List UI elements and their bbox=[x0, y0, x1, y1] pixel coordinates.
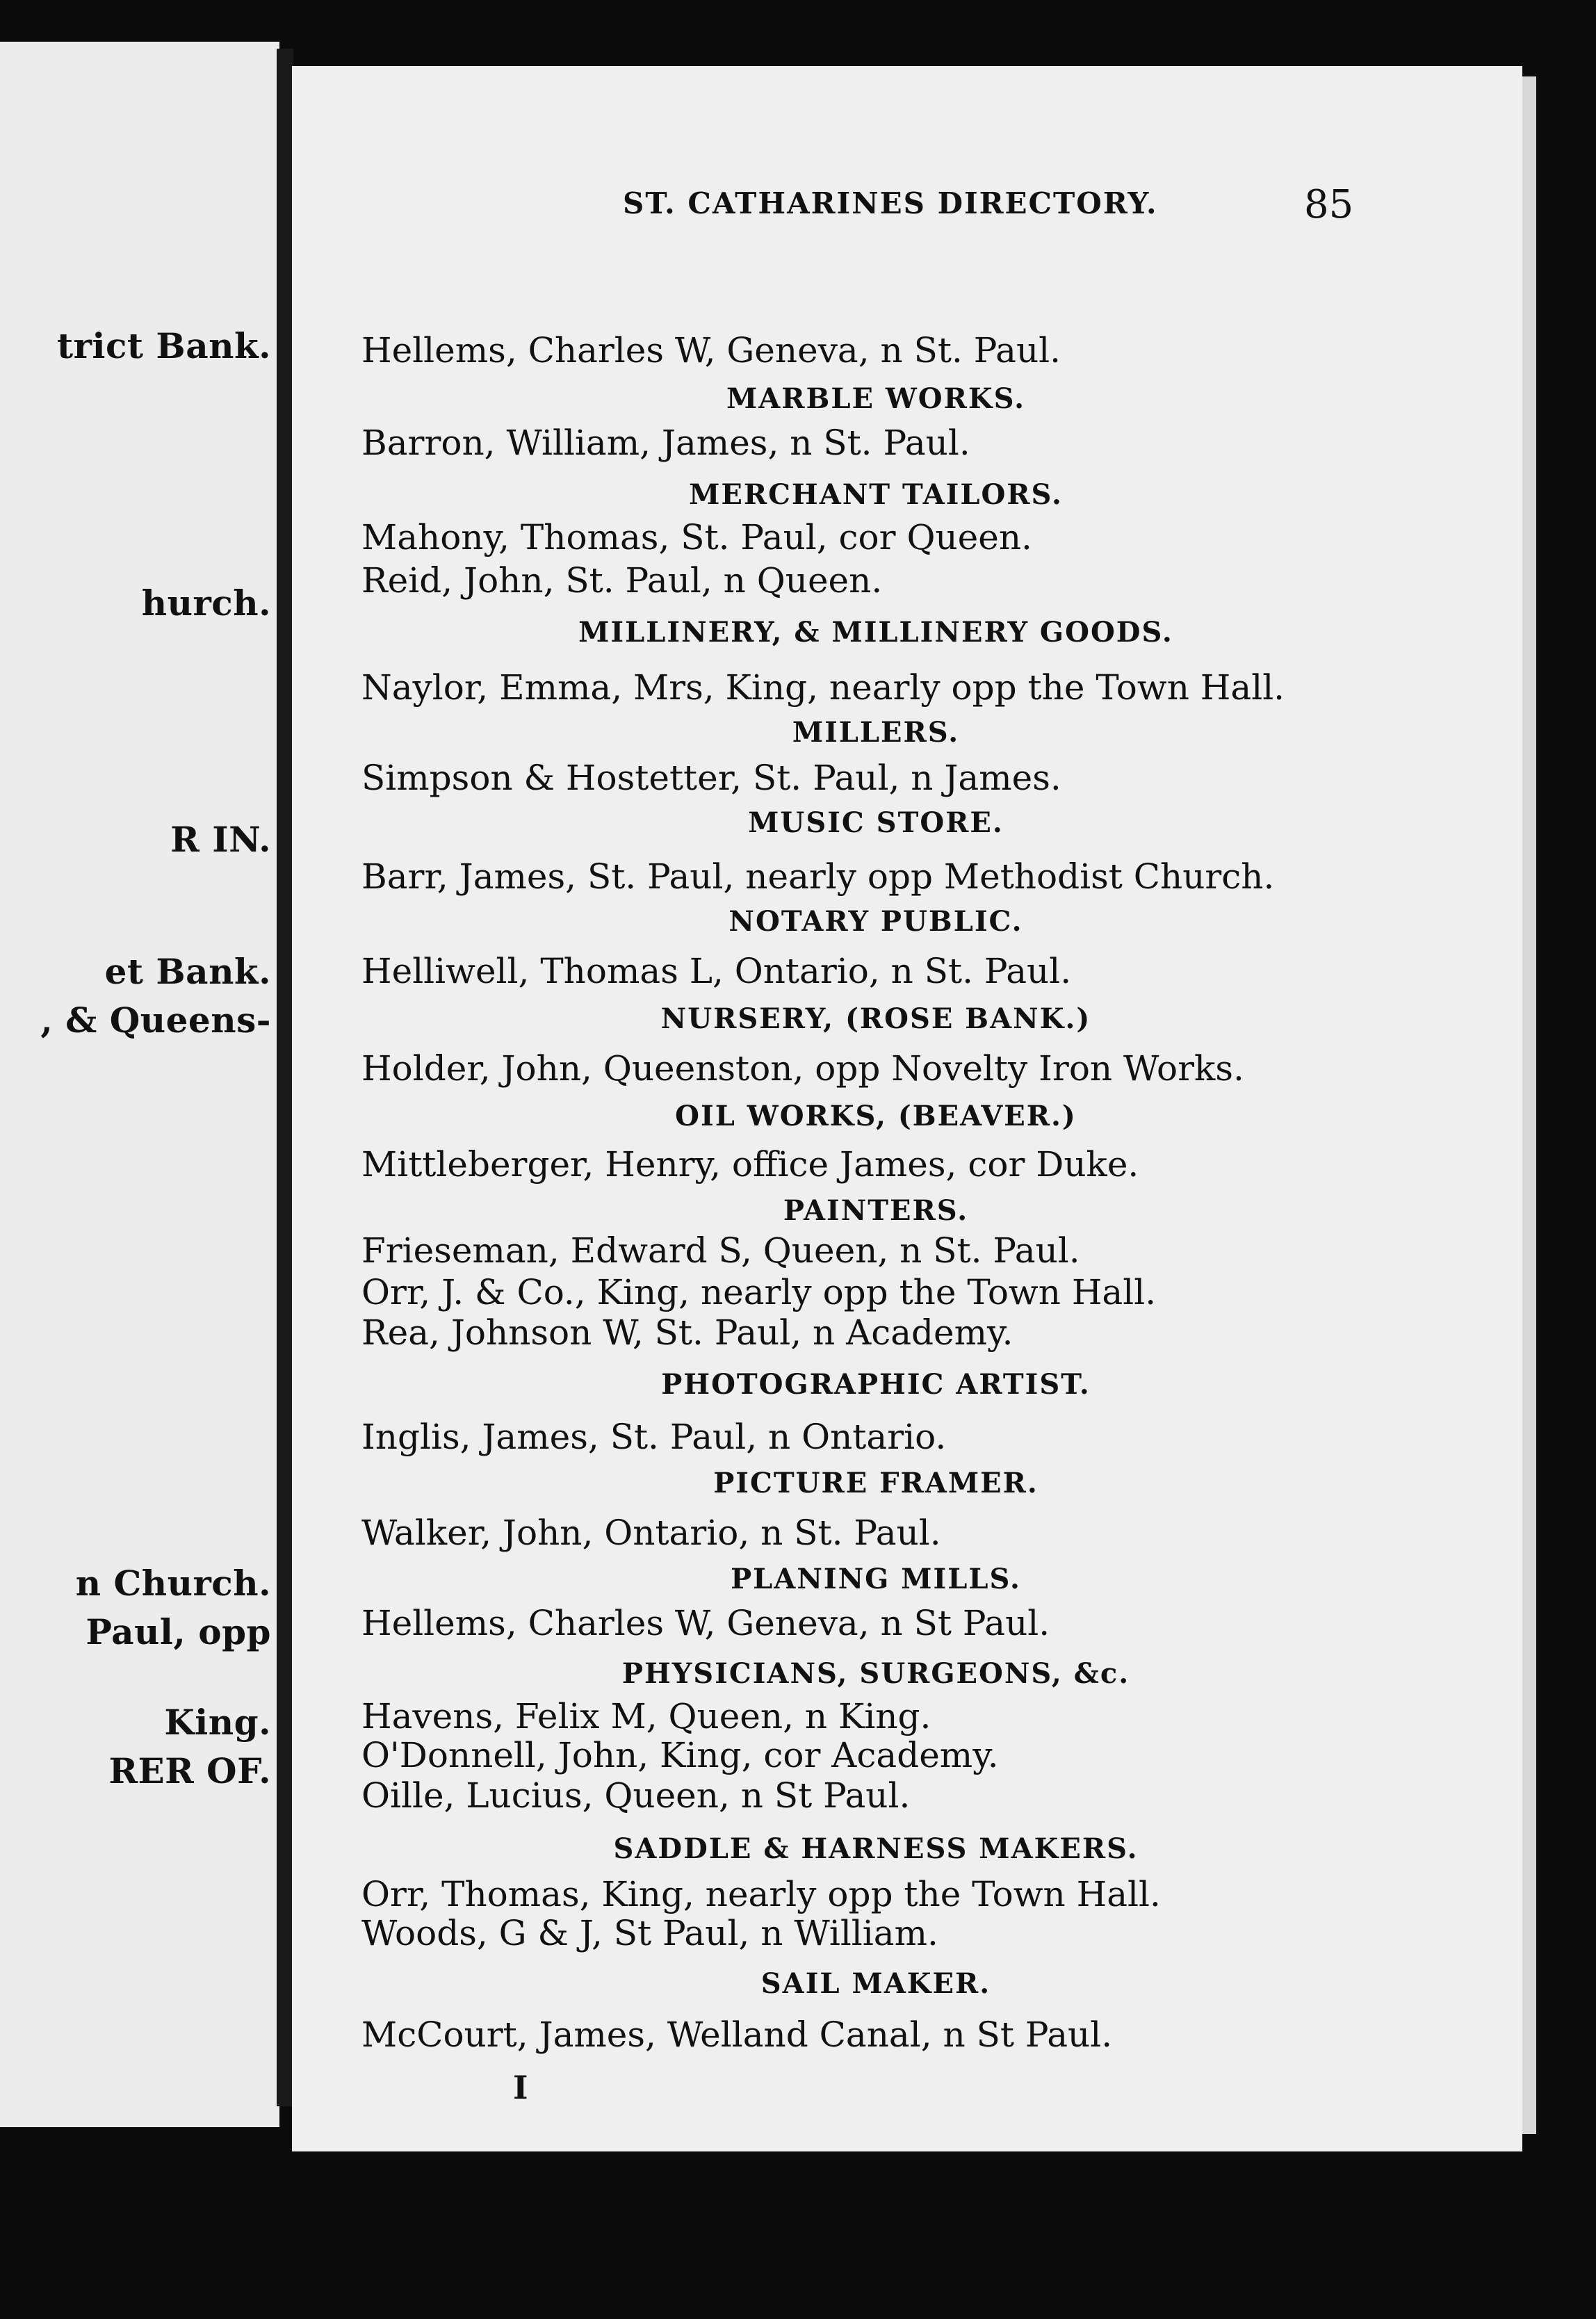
directory-entry: Mittleberger, Henry, office James, cor Duke. bbox=[361, 1144, 1139, 1185]
directory-entry: McCourt, James, Welland Canal, n St Paul. bbox=[361, 2015, 1113, 2055]
signature-mark: I bbox=[513, 2069, 528, 2106]
page-edge bbox=[1522, 76, 1536, 2134]
left-page-fragment: trict Bank. bbox=[57, 325, 271, 366]
section-heading: MARBLE WORKS. bbox=[726, 382, 1026, 415]
section-heading: MILLERS. bbox=[792, 716, 960, 749]
section-heading: PAINTERS. bbox=[783, 1194, 969, 1227]
book-gutter bbox=[277, 49, 293, 2106]
section-heading: SAIL MAKER. bbox=[760, 1967, 991, 2000]
directory-entry: Reid, John, St. Paul, n Queen. bbox=[361, 560, 883, 601]
left-page-fragment: , & Queens- bbox=[40, 1000, 271, 1041]
section-heading: MERCHANT TAILORS. bbox=[689, 478, 1063, 511]
directory-entry: Hellems, Charles W, Geneva, n St. Paul. bbox=[361, 330, 1061, 371]
left-page-fragment: King. bbox=[164, 1702, 271, 1743]
section-heading: SADDLE & HARNESS MAKERS. bbox=[613, 1832, 1139, 1865]
left-page-fragment: hurch. bbox=[141, 583, 271, 624]
directory-entry: Rea, Johnson W, St. Paul, n Academy. bbox=[361, 1312, 1013, 1353]
directory-entry: Walker, John, Ontario, n St. Paul. bbox=[361, 1513, 941, 1553]
section-heading: MUSIC STORE. bbox=[748, 806, 1004, 839]
directory-entry: Mahony, Thomas, St. Paul, cor Queen. bbox=[361, 517, 1032, 558]
directory-entry: Simpson & Hostetter, St. Paul, n James. bbox=[361, 758, 1061, 798]
directory-entry: Holder, John, Queenston, opp Novelty Iron Works. bbox=[361, 1048, 1244, 1089]
running-head bbox=[0, 182, 1596, 242]
section-heading: OIL WORKS, (BEAVER.) bbox=[675, 1100, 1077, 1132]
section-heading: PLANING MILLS. bbox=[731, 1563, 1021, 1595]
section-heading: NOTARY PUBLIC. bbox=[728, 905, 1023, 938]
section-heading: PHOTOGRAPHIC ARTIST. bbox=[661, 1368, 1091, 1401]
directory-entry: Hellems, Charles W, Geneva, n St Paul. bbox=[361, 1603, 1050, 1643]
section-heading: NURSERY, (ROSE BANK.) bbox=[660, 1002, 1091, 1035]
directory-entry: Orr, J. & Co., King, nearly opp the Town Hall. bbox=[361, 1272, 1157, 1312]
left-page bbox=[0, 42, 279, 2127]
directory-entry: Havens, Felix M, Queen, n King. bbox=[361, 1696, 931, 1736]
directory-entry: Helliwell, Thomas L, Ontario, n St. Paul. bbox=[361, 951, 1072, 991]
section-heading: PICTURE FRAMER. bbox=[713, 1467, 1039, 1499]
directory-entry: Barron, William, James, n St. Paul. bbox=[361, 423, 970, 463]
directory-entry: O'Donnell, John, King, cor Academy. bbox=[361, 1735, 999, 1775]
running-title: ST. CATHARINES DIRECTORY. bbox=[623, 186, 1158, 220]
section-heading: MILLINERY, & MILLINERY GOODS. bbox=[578, 616, 1173, 649]
section-heading: PHYSICIANS, SURGEONS, &c. bbox=[621, 1657, 1130, 1690]
left-page-fragment: n Church. bbox=[75, 1563, 271, 1604]
directory-entry: Oille, Lucius, Queen, n St Paul. bbox=[361, 1775, 911, 1816]
left-page-fragment: RER OF. bbox=[108, 1750, 271, 1791]
directory-entry: Orr, Thomas, King, nearly opp the Town Hall. bbox=[361, 1874, 1161, 1914]
directory-entry: Inglis, James, St. Paul, n Ontario. bbox=[361, 1417, 947, 1457]
directory-entry: Frieseman, Edward S, Queen, n St. Paul. bbox=[361, 1230, 1080, 1271]
left-page-fragment: et Bank. bbox=[104, 951, 271, 992]
page-number: 85 bbox=[1304, 182, 1354, 227]
directory-entry: Woods, G & J, St Paul, n William. bbox=[361, 1913, 938, 1953]
left-page-fragment: R IN. bbox=[170, 819, 271, 860]
left-page-fragment: Paul, opp bbox=[86, 1611, 271, 1652]
directory-entry: Naylor, Emma, Mrs, King, nearly opp the Town Hall. bbox=[361, 667, 1285, 708]
directory-entry: Barr, James, St. Paul, nearly opp Methodist Church. bbox=[361, 856, 1275, 897]
